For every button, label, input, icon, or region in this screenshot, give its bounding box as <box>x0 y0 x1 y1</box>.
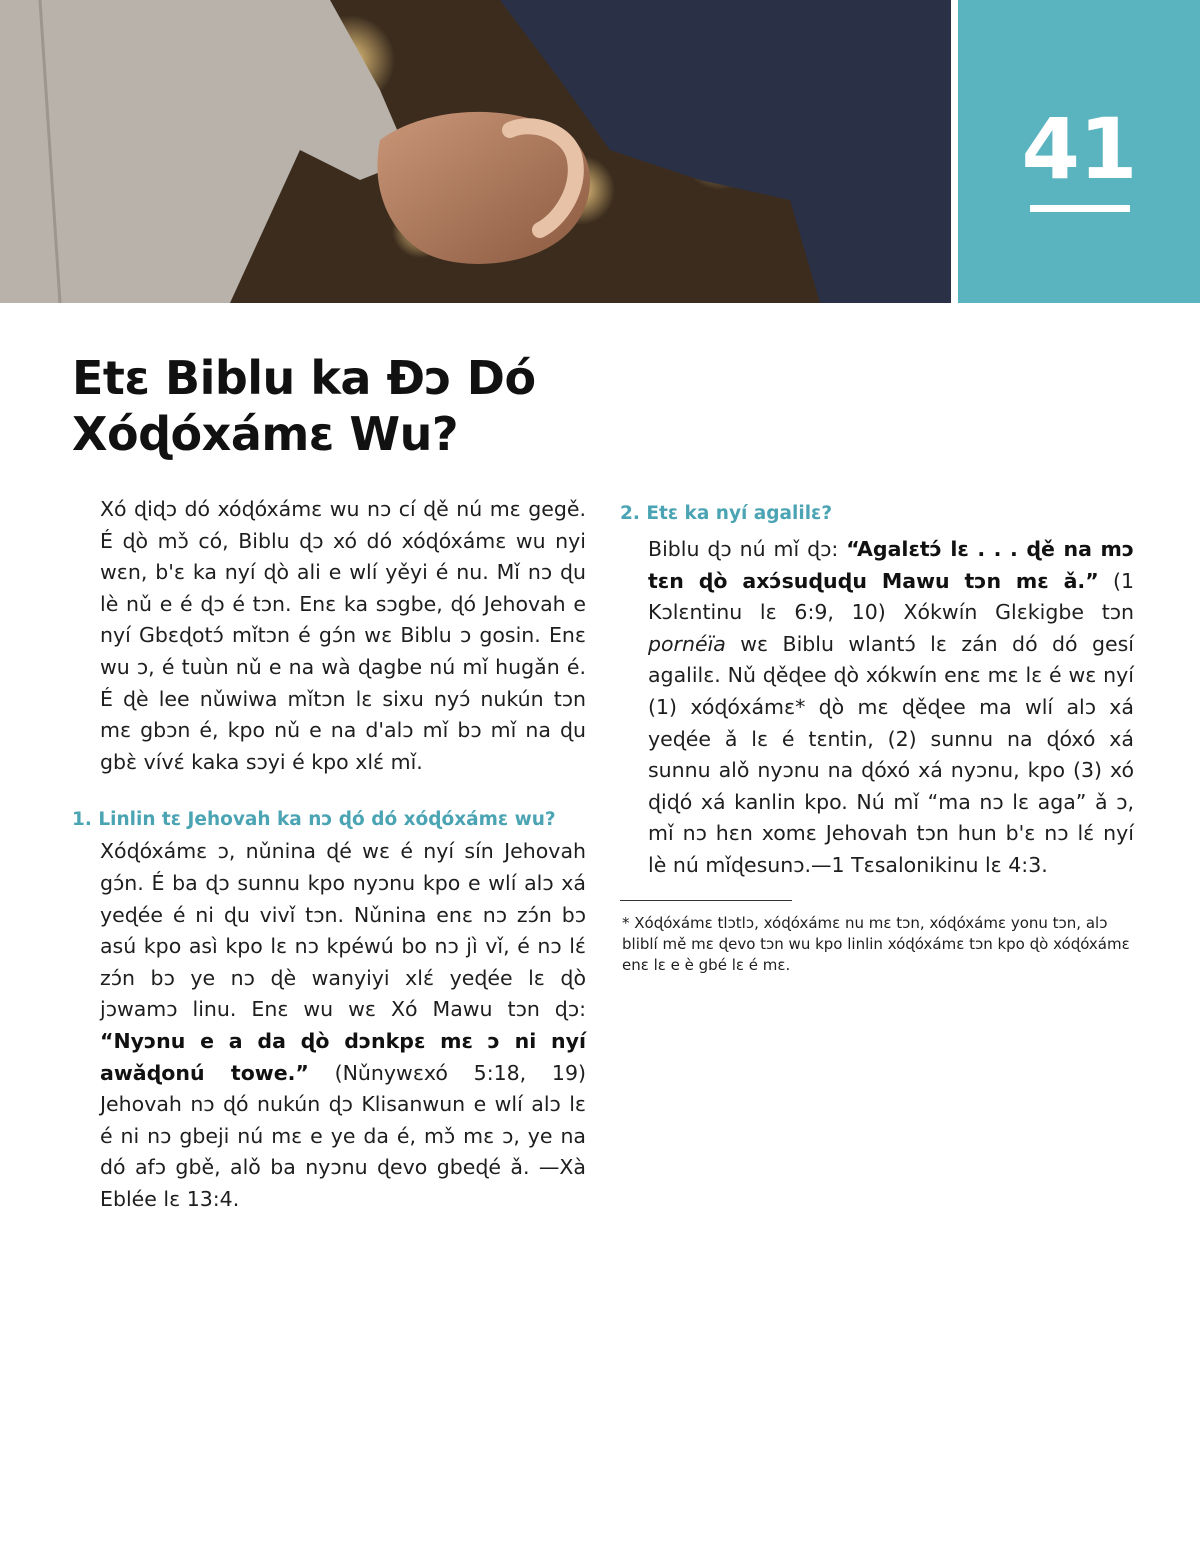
right-column <box>620 494 1134 976</box>
section1-paragraph <box>72 836 586 1215</box>
section1-text-a: Xóɖóxámɛ ɔ, nǔnina ɖé wɛ é nyí sín Jehovah gɔ́n. É ba ɖɔ sunnu kpo nyɔnu kpo e wlí alɔ xá yeɖée é ni ɖu vivǐ tɔn. Nǔnina enɛ nɔ zɔ́n bɔ asú kpo asì kpo lɛ nɔ kpéwú bo nɔ jì vǐ, é nɔ lɛ́ zɔ́n bɔ ye nɔ ɖè wanyiyi xlɛ́ yeɖée lɛ ɖò jɔwamɔ linu. Enɛ wu wɛ Xó Mawu tɔn ɖɔ: <box>100 839 586 1022</box>
section1-quote: “Nyɔnu e a da ɖò dɔnkpɛ mɛ ɔ ni nyí awǎɖonú towe.” <box>100 1028 586 1085</box>
page-title-line1: Etɛ Biblu ka Ɖɔ Dó <box>72 351 536 405</box>
section2-text-c: wɛ Biblu wlantɔ́ lɛ zán dó dó gesí agalilɛ. Nǔ ɖěɖee ɖò xókwín enɛ mɛ lɛ é wɛ nyí (1) xóɖóxámɛ* ɖò mɛ ɖěɖee ma wlí alɔ xá yeɖée ǎ lɛ é tɛntin, (2) sunnu na ɖóxó xá sunnu alǒ nyɔnu na ɖóxó xá nyɔnu, kpo (3) xó ɖiɖó xá kanlin kpo. Nú mǐ “ma nɔ lɛ aga” ǎ ɔ, mǐ nɔ hɛn xomɛ Jehovah tɔn hun b'ɛ nɔ lɛ́ nyí lè nú mǐɖesunɔ.—1 Tɛsalonikinu lɛ 4:3. <box>648 631 1134 877</box>
page-title <box>72 350 632 462</box>
section1-text-b: (Nǔnywɛxó 5:18, 19) Jehovah nɔ ɖó nukún ɖɔ Klisanwun e wlí alɔ lɛ é ni nɔ gbeji nú mɛ e ye da é, mɔ̌ mɛ ɔ, ye na dó afɔ gbě, alǒ ba nyɔnu ɖevo gbeɖé ǎ. —Xà Eblée lɛ 13:4. <box>100 1060 586 1211</box>
holding-hands-photo <box>0 0 951 303</box>
lesson-number-panel <box>958 0 1200 303</box>
intro-paragraph: Xó ɖiɖɔ dó xóɖóxámɛ wu nɔ cí ɖě nú mɛ gegě. É ɖò mɔ̌ có, Biblu ɖɔ xó dó xóɖóxámɛ wu nyi wɛn, b'ɛ ka nyí ɖò ali e wlí yěyi é nu. Mǐ nɔ ɖu lè nǔ e é ɖɔ é tɔn. Enɛ ka sɔgbe, ɖó Jehovah e nyí Gbɛɖotɔ́ mǐtɔn é gɔ́n wɛ Biblu ɔ gosin. Enɛ wu ɔ, é tuùn nǔ e na wà ɖagbe nú mǐ hugǎn é. É ɖè lee nǔwiwa mǐtɔn lɛ sixu nyɔ́ nukún tɔn mɛ gbɔn é, kpo nǔ e na d'alɔ mǐ bɔ mǐ na ɖu gbɛ̀ vívɛ́ kaka sɔyi é kpo xlɛ́ mǐ. <box>100 497 586 774</box>
lesson-number-underline <box>1030 205 1130 212</box>
footnote: * Xóɖóxámɛ tlɔtlɔ, xóɖóxámɛ nu mɛ tɔn, xóɖóxámɛ yonu tɔn, alɔ bliblí mě mɛ ɖevo tɔn wu kpo linlin xóɖóxámɛ tɔn kpo ɖò xóɖóxámɛ enɛ lɛ e è gbé lɛ é mɛ. <box>622 913 1130 974</box>
footnote-divider <box>620 900 792 901</box>
section2-greek-word: pornéïa <box>648 631 726 656</box>
page-title-line2: Xóɖóxámɛ Wu? <box>72 407 459 461</box>
section2-text-a: Biblu ɖɔ nú mǐ ɖɔ: <box>648 537 847 561</box>
section2-paragraph <box>620 534 1134 882</box>
photo-illustration <box>0 0 951 303</box>
question-1: 1. Linlin tɛ Jehovah ka nɔ ɖó dó xóɖóxámɛ wu? <box>72 809 556 831</box>
left-column <box>72 494 586 1215</box>
question-2: 2. Etɛ ka nyí agalilɛ? <box>620 503 833 524</box>
lesson-number: 41 <box>1021 100 1137 198</box>
section2-quote: “Agalɛtɔ́ lɛ . . . ɖě na mɔ tɛn ɖò axɔ́suɖuɖu Mawu tɔn mɛ ǎ.” <box>648 537 1134 593</box>
section2-text-b: (1 Kɔlɛntinu lɛ 6:9, 10) Xókwín Glɛkigbe tɔn <box>648 568 1134 625</box>
